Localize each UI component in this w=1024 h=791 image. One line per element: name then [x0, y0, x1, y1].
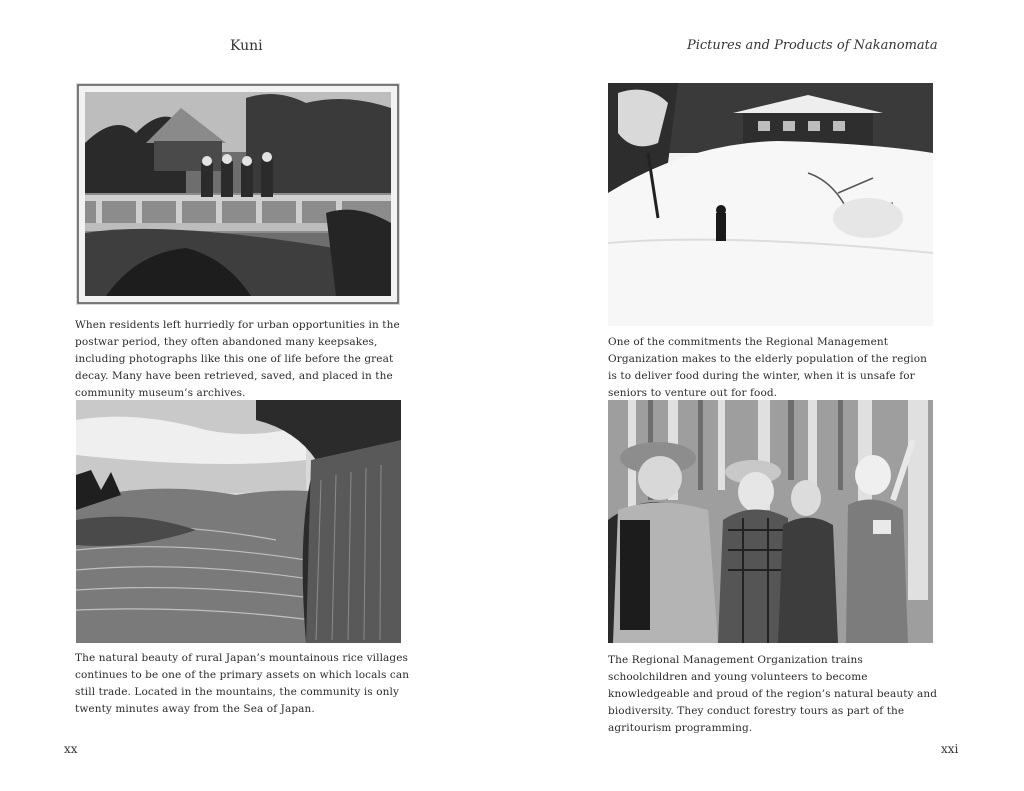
caption-old-photo: When residents left hurriedly for urban opportunities in the postwar period, they often abandoned many keepsakes, including photographs like this one of life before the great decay. Many have been retrieved, saved, and placed in the community museum’s archives. — [75, 319, 400, 399]
running-header-left: Kuni — [230, 38, 263, 54]
forestry-tour-photo — [608, 400, 933, 643]
running-header-right: Pictures and Products of Nakanomata — [687, 38, 938, 53]
caption-rice-terraces: The natural beauty of rural Japan’s mountainous rice villages continues to be one of the primary assets on which locals can still trade. Located in the mountains, the community is only twenty minutes away from the Sea of Japan. — [75, 652, 410, 715]
caption-snow-house: One of the commitments the Regional Management Organization makes to the elderly population of the region is to deliver food during the winter, when it is unsafe for seniors to venture out for food. — [608, 336, 928, 399]
page-number-right: xxi — [941, 742, 959, 756]
rice-terraces-photo — [76, 400, 401, 643]
page-number-left: xx — [64, 742, 78, 756]
caption-forestry-tour: The Regional Management Organization trains schoolchildren and young volunteers to become knowledgeable and proud of the region’s natural beauty and biodiversity. They conduct forestry tours as part of the agritourism programming. — [608, 654, 938, 734]
snow-house-photo — [608, 83, 933, 326]
old-photo-bridge — [76, 83, 400, 305]
